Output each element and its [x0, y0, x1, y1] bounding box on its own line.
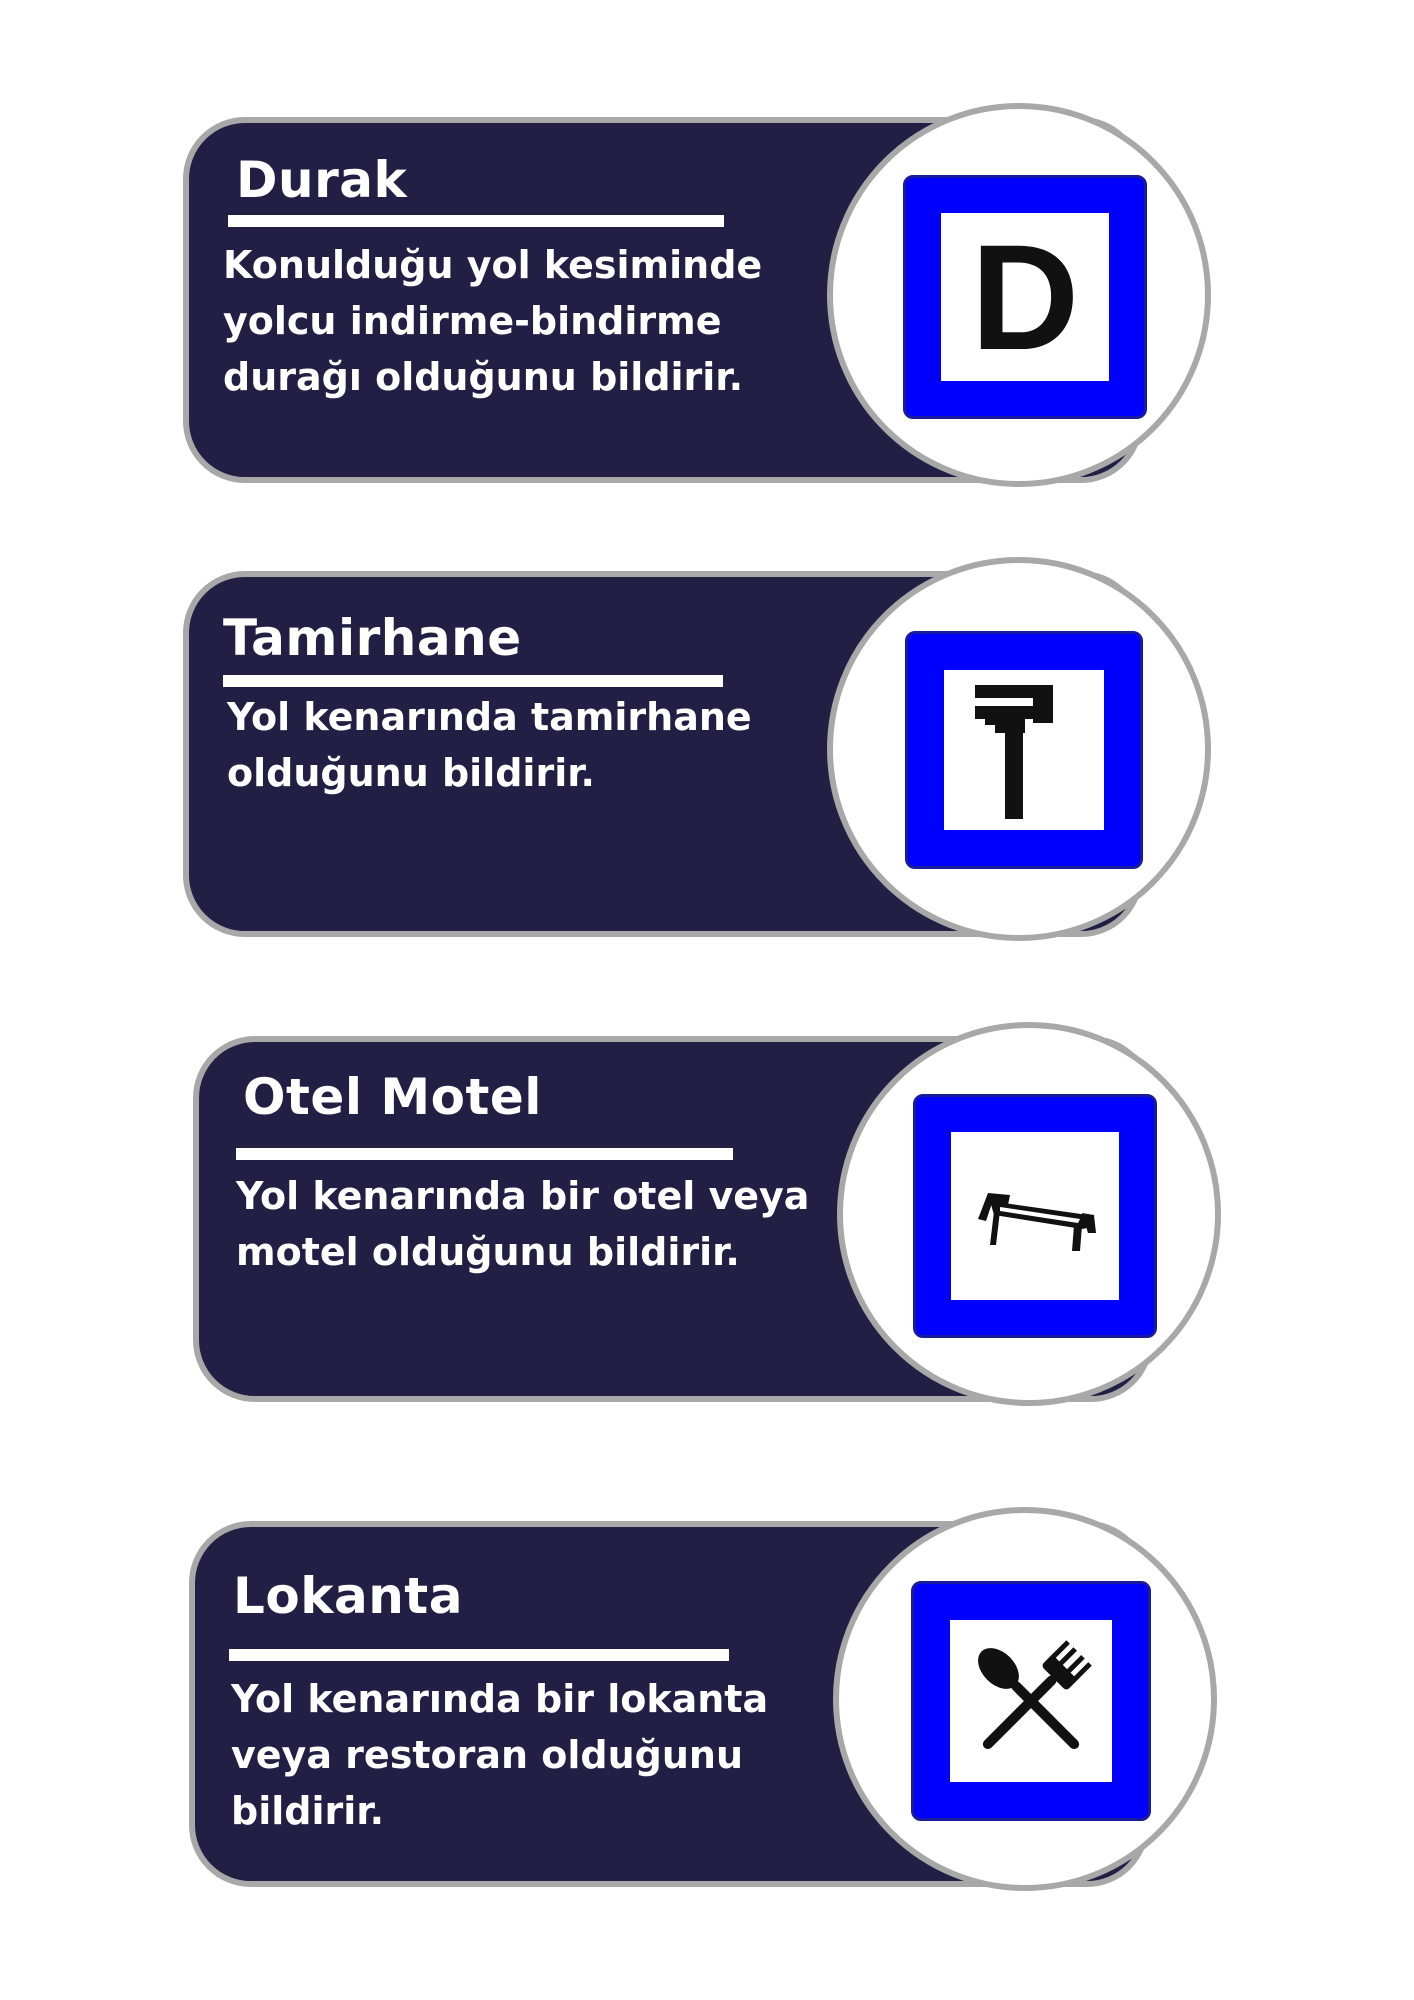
card-title: Durak — [236, 151, 408, 209]
sign-circle — [833, 1507, 1217, 1891]
card-description: Yol kenarında tamirhane olduğunu bildirir. — [227, 695, 752, 795]
card-description: Yol kenarında bir lokanta veya restoran olduğunu bildirir. — [231, 1677, 769, 1833]
title-underline — [228, 215, 724, 227]
card-description: Yol kenarında bir otel veya motel olduğunu bildirir. — [236, 1174, 810, 1274]
title-underline — [229, 1649, 729, 1661]
sign-frame — [911, 1581, 1151, 1821]
bed-icon — [970, 1171, 1100, 1261]
card-title: Tamirhane — [223, 609, 522, 667]
card-title: Lokanta — [233, 1567, 463, 1625]
fork-and-spoon-icon — [961, 1631, 1101, 1771]
bus-stop-sign-icon — [941, 213, 1109, 381]
sign-circle — [837, 1022, 1221, 1406]
fork-spoon-sign-icon — [950, 1620, 1112, 1782]
sign-circle — [827, 557, 1211, 941]
sign-frame — [913, 1094, 1157, 1338]
sign-letter: D — [970, 213, 1080, 381]
sign-circle — [827, 103, 1211, 487]
card-otel-motel — [193, 1036, 1203, 1402]
sign-frame — [905, 631, 1143, 869]
title-underline — [236, 1148, 733, 1160]
card-title: Otel Motel — [243, 1068, 542, 1126]
card-lokanta — [189, 1521, 1199, 1887]
card-durak — [183, 117, 1193, 483]
wrench-sign-icon — [944, 670, 1104, 830]
bed-sign-icon — [951, 1132, 1119, 1300]
card-description: Konulduğu yol kesiminde yolcu indirme-bindirme durağı olduğunu bildirir. — [223, 243, 763, 399]
card-tamirhane — [183, 571, 1193, 937]
wrench-icon — [969, 675, 1079, 825]
title-underline — [223, 675, 723, 687]
sign-frame — [903, 175, 1147, 419]
